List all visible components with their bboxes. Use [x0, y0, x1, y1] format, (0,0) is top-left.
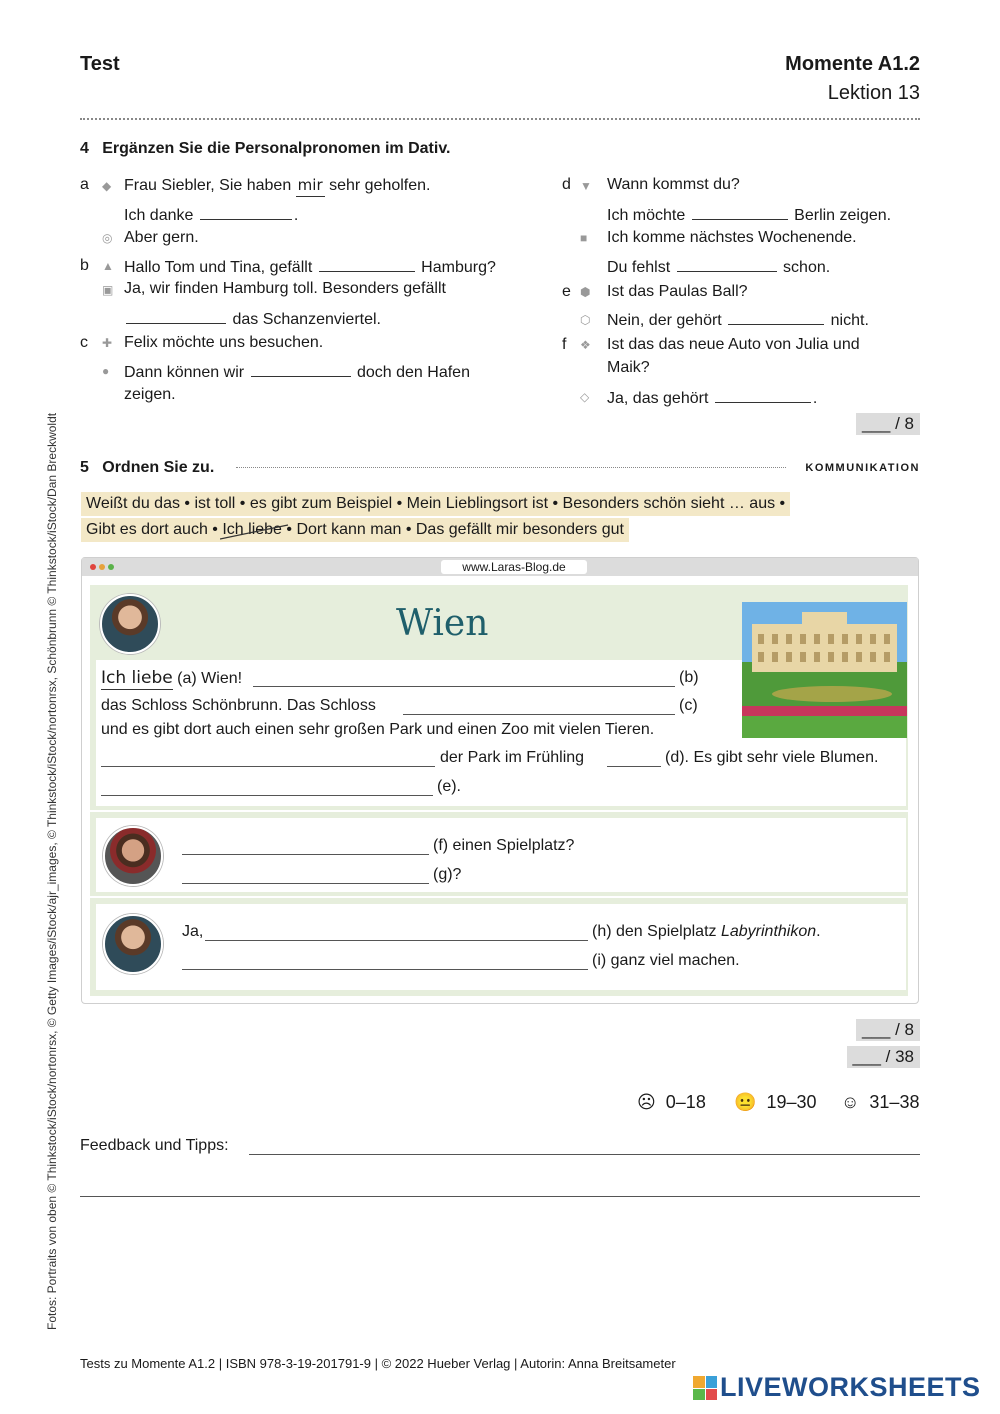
gap-input[interactable]: [251, 360, 351, 377]
gap-f-input[interactable]: [182, 854, 429, 855]
square-dot-icon: ▣: [102, 283, 114, 297]
ex4-d-line3: Ich komme nächstes Wochenende.: [607, 229, 857, 246]
ex4-a-line3: Aber gern.: [124, 229, 199, 246]
circle-icon: ◎: [102, 231, 113, 245]
diamond-icon: ◆: [102, 179, 112, 193]
ex4-item-d: d: [562, 176, 571, 193]
neutral-face-icon: 😐: [734, 1092, 757, 1112]
gap-input[interactable]: [126, 307, 226, 324]
comment-1-label-f: (f) einen Spielplatz?: [433, 837, 575, 854]
gap-input[interactable]: [728, 308, 824, 325]
ex4-d-line4: Du fehlst schon.: [607, 255, 830, 279]
blog-line4b: (d). Es gibt sehr viele Blumen.: [665, 749, 879, 766]
photo-credit: Fotos: Portraits von oben © Thinkstock/iStock/nortonrsx, © Getty Images/iStock/ajr_images, © Thinkstock/iStock/nortonrsx, Schönbrunn © Thinkstock/iStock/Dan Breckwoldt: [45, 412, 59, 1330]
triangle-up-icon: ▲: [102, 259, 114, 273]
square-icon: ■: [580, 231, 588, 245]
ex4-b-line3: das Schanzenviertel.: [124, 307, 381, 331]
gap-e-input[interactable]: [101, 795, 433, 796]
maximize-dot-icon[interactable]: [108, 564, 114, 570]
ex4-d-line1: Wann kommst du?: [607, 176, 740, 193]
schoenbrunn-photo: [742, 602, 907, 738]
ex4-a-line2: Ich danke .: [124, 203, 298, 227]
blog-answer-a: Ich liebe: [101, 668, 173, 688]
address-bar[interactable]: www.Laras-Blog.de: [441, 560, 587, 574]
ex4-item-b: b: [80, 257, 89, 274]
feedback-line-1[interactable]: [249, 1154, 920, 1155]
gap-d2-input[interactable]: [607, 766, 661, 767]
diamond-outline-icon: ◇: [580, 390, 590, 404]
exercise-5-title: 5 Ordnen Sie zu.: [80, 459, 215, 476]
gap-d1-input[interactable]: [101, 766, 435, 767]
blog-title: Wien: [396, 603, 489, 644]
dot-icon: ●: [102, 364, 110, 378]
ex5-score[interactable]: ___ / 8: [856, 1019, 920, 1041]
hexagon-icon: ⬢: [580, 285, 591, 299]
sad-face-icon: ☹: [637, 1092, 656, 1112]
ex4-d-line2: Ich möchte Berlin zeigen.: [607, 203, 891, 227]
ex4-e-line1: Ist das Paulas Ball?: [607, 283, 748, 300]
word-box-line1: Weißt du das • ist toll • es gibt zum Beispiel • Mein Lieblingsort ist • Besonders schön sieht … aus •: [81, 492, 790, 516]
happy-face-icon: ☺: [841, 1092, 860, 1112]
exercise-4-title: 4 Ergänzen Sie die Personalpronomen im Dativ.: [80, 140, 451, 157]
comment-2-body: [96, 904, 906, 990]
kommunikation-tag: KOMMUNIKATION: [805, 462, 920, 474]
page-header-subtitle: Lektion 13: [827, 82, 920, 104]
struck-phrase: Ich liebe: [222, 521, 282, 538]
gap-c-input[interactable]: [403, 714, 675, 715]
blog-line3: und es gibt dort auch einen sehr großen Park und einen Zoo mit vielen Tieren.: [101, 721, 655, 738]
rating-happy: ☺ 31–38: [841, 1092, 920, 1112]
ex4-c-line3: zeigen.: [124, 386, 176, 403]
gap-input[interactable]: [715, 386, 811, 403]
ex4-b-line2: Ja, wir finden Hamburg toll. Besonders gefällt: [124, 280, 446, 297]
ex4-a-answer: mir: [296, 174, 325, 197]
ex4-c-line2: Dann können wir doch den Hafen: [124, 360, 470, 384]
ex4-b-line1: Hallo Tom und Tina, gefällt Hamburg?: [124, 255, 496, 279]
gap-input[interactable]: [319, 255, 415, 272]
blog-label-e: (e).: [437, 778, 461, 795]
gap-input[interactable]: [677, 255, 777, 272]
gap-h-input[interactable]: [205, 940, 588, 941]
gap-input[interactable]: [200, 203, 292, 220]
liveworksheets-logo[interactable]: LIVEWORKSHEETS: [720, 1372, 981, 1402]
rating-neutral: 😐 19–30: [734, 1092, 817, 1112]
ex4-item-e: e: [562, 283, 571, 300]
gap-g-input[interactable]: [182, 883, 429, 884]
blog-label-c: (c): [679, 697, 698, 714]
ex4-item-a: a: [80, 176, 89, 193]
ex4-f-line2: Maik?: [607, 359, 650, 376]
blog-line4a: der Park im Frühling: [440, 749, 585, 766]
ex5-dotted-rule: [236, 467, 786, 468]
page-header-title: Momente A1.2: [785, 53, 920, 75]
blog-line1: Ich liebe (a) Wien!: [101, 668, 243, 688]
four-diamonds-icon: ❖: [580, 338, 591, 352]
comment-2-label-h: (h) den Spielplatz Labyrinthikon.: [592, 923, 821, 940]
gap-input[interactable]: [692, 203, 788, 220]
feedback-line-2[interactable]: [80, 1196, 920, 1197]
hexagon-outline-icon: ⬡: [580, 313, 591, 327]
browser-titlebar: [82, 558, 918, 576]
avatar-commenter: [103, 826, 163, 886]
close-dot-icon[interactable]: [90, 564, 96, 570]
header-divider: [80, 118, 920, 120]
feedback-label: Feedback und Tipps:: [80, 1137, 229, 1154]
comment-2-ja: Ja,: [182, 923, 204, 940]
gap-b-input[interactable]: [253, 686, 675, 687]
ex4-item-f: f: [562, 336, 567, 353]
avatar-lara-reply: [103, 914, 163, 974]
comment-2-label-i: (i) ganz viel machen.: [592, 952, 740, 969]
total-score[interactable]: ___ / 38: [847, 1046, 920, 1068]
ex4-f-line1: Ist das das neue Auto von Julia und: [607, 336, 860, 353]
triangle-down-icon: ▼: [580, 179, 592, 193]
footer-text: Tests zu Momente A1.2 | ISBN 978-3-19-201791-9 | © 2022 Hueber Verlag | Autorin: Anna Breitsameter: [80, 1356, 676, 1371]
liveworksheets-logo-icon: [693, 1376, 717, 1400]
word-box-line2: Gibt es dort auch • Ich liebe • Dort kann man • Das gefällt mir besonders gut: [81, 518, 629, 542]
ex4-e-line2: Nein, der gehört nicht.: [607, 308, 869, 332]
blog-label-b: (b): [679, 669, 699, 686]
ex4-item-c: c: [80, 334, 88, 351]
minimize-dot-icon[interactable]: [99, 564, 105, 570]
blog-line2: das Schloss Schönbrunn. Das Schloss: [101, 697, 376, 714]
ex4-f-line3: Ja, das gehört .: [607, 386, 817, 410]
rating-sad: ☹ 0–18: [637, 1092, 706, 1112]
cross-icon: ✚: [102, 336, 113, 350]
ex4-c-line1: Felix möchte uns besuchen.: [124, 334, 324, 351]
ex4-a-line1: Frau Siebler, Sie haben mir sehr geholfen.: [124, 174, 430, 197]
comment-1-label-g: (g)?: [433, 866, 462, 883]
page-header-left: Test: [80, 53, 120, 75]
avatar-lara: [100, 594, 160, 654]
gap-i-input[interactable]: [182, 969, 588, 970]
ex4-score[interactable]: ___ / 8: [856, 413, 920, 435]
